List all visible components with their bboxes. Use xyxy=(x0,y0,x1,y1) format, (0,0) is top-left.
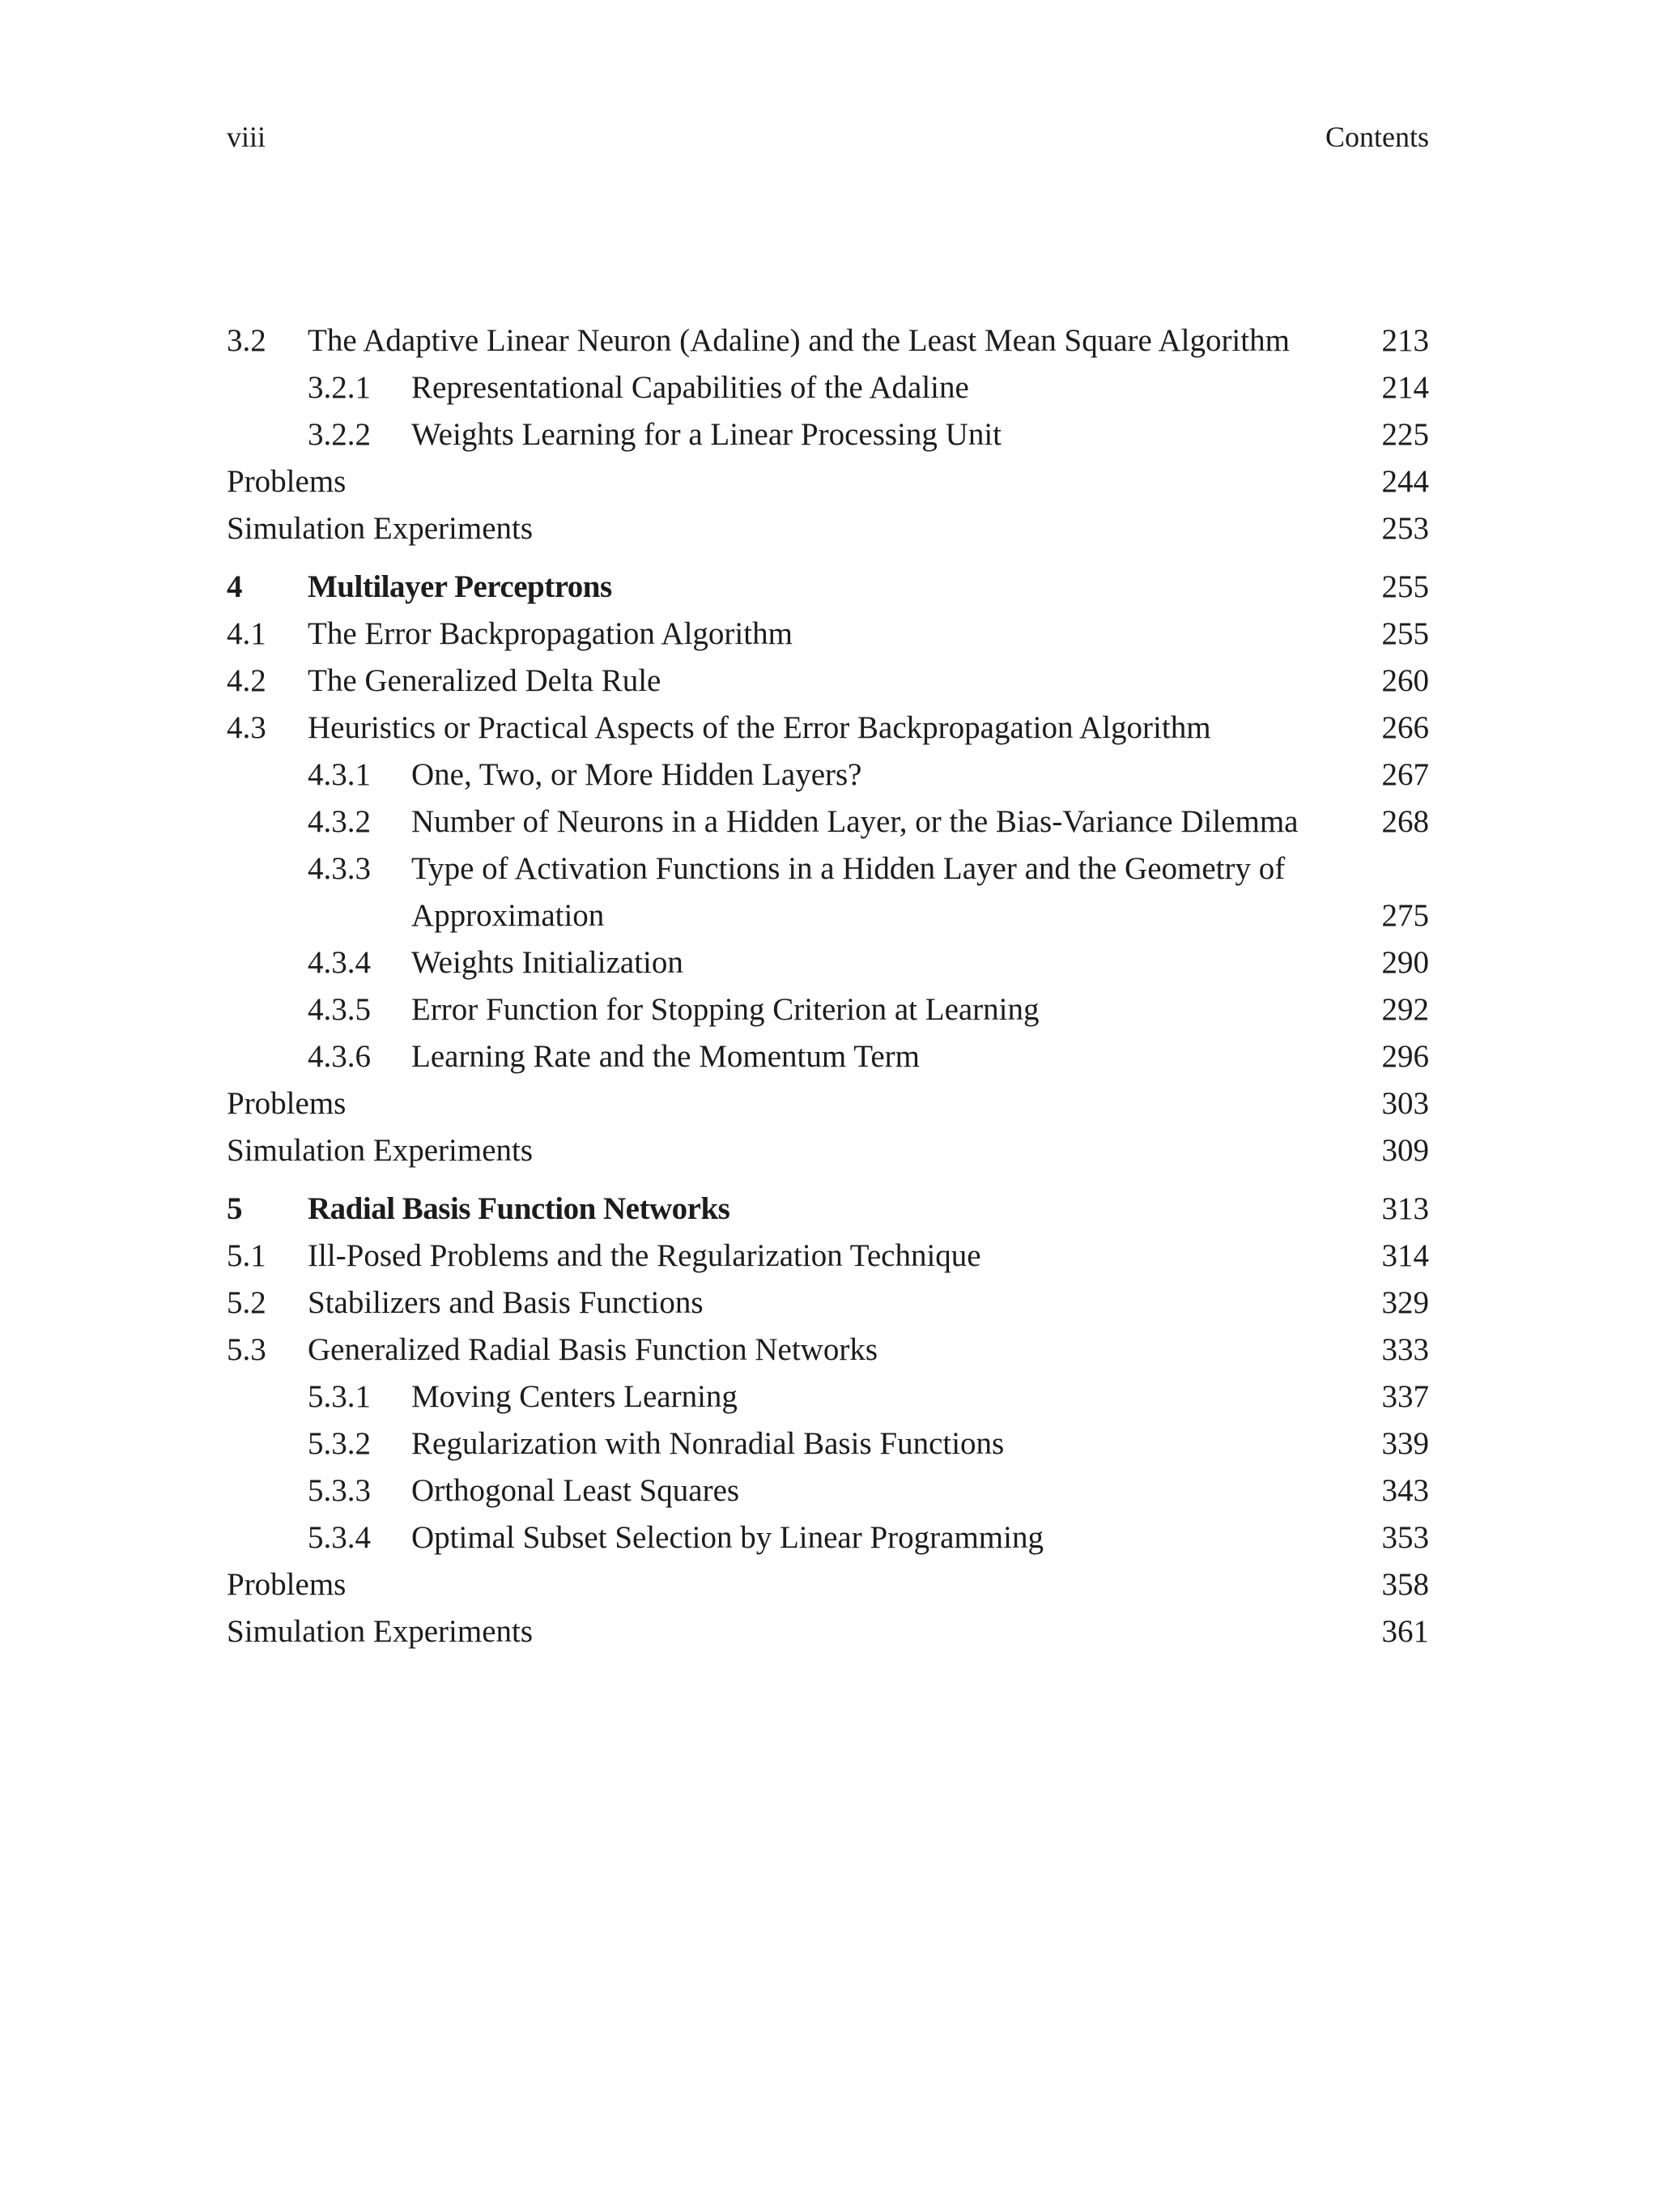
toc-entry-number: 4.3.6 xyxy=(308,1039,371,1074)
toc-entry-page: 225 xyxy=(1381,417,1429,452)
toc-backmatter-entry xyxy=(227,1127,1429,1174)
toc-entry-page: 267 xyxy=(1381,757,1429,792)
toc-entry xyxy=(227,317,1429,364)
running-head xyxy=(227,120,1429,159)
toc-entry-title: Generalized Radial Basis Function Networks xyxy=(308,1332,878,1367)
toc-chapter-entry xyxy=(227,564,1429,611)
toc-entry xyxy=(227,986,1429,1033)
toc-entry-page: 361 xyxy=(1381,1614,1429,1649)
toc-entry xyxy=(227,1467,1429,1514)
toc-entry-page: 329 xyxy=(1381,1285,1429,1320)
toc-entry xyxy=(227,364,1429,411)
toc-entry-title: The Error Backpropagation Algorithm xyxy=(308,616,793,651)
toc-entry-page: 214 xyxy=(1381,370,1429,405)
page-number: viii xyxy=(227,121,266,153)
toc-chapter-entry xyxy=(227,1186,1429,1233)
toc-entry-number: 5.1 xyxy=(227,1238,266,1273)
toc-entry-title: Stabilizers and Basis Functions xyxy=(308,1285,704,1320)
toc-entry xyxy=(227,1233,1429,1280)
toc-entry-title: Learning Rate and the Momentum Term xyxy=(411,1039,920,1074)
toc-entry-page: 244 xyxy=(1381,464,1429,499)
toc-entry xyxy=(227,1033,1429,1080)
running-title: Contents xyxy=(1325,121,1429,153)
toc-entry-title: Simulation Experiments xyxy=(227,1133,534,1168)
toc-entry-page: 255 xyxy=(1381,569,1429,604)
toc-entry-page: 314 xyxy=(1381,1238,1429,1273)
toc-entry-page: 275 xyxy=(1381,898,1429,933)
toc-entry-page: 343 xyxy=(1381,1473,1429,1508)
toc-entry-page: 353 xyxy=(1381,1520,1429,1555)
toc-entry-title: Problems xyxy=(227,1567,347,1602)
toc-backmatter-entry xyxy=(227,1561,1429,1608)
toc-entry-page: 260 xyxy=(1381,663,1429,698)
toc-entry-title: Moving Centers Learning xyxy=(411,1379,738,1414)
toc-entry-page: 292 xyxy=(1381,992,1429,1027)
toc-entry xyxy=(227,1374,1429,1420)
toc-entry-page: 333 xyxy=(1381,1332,1429,1367)
toc-entry-title: Problems xyxy=(227,464,347,499)
toc-backmatter-entry xyxy=(227,458,1429,505)
toc-entry-title: Simulation Experiments xyxy=(227,511,534,546)
toc-entry-page: 313 xyxy=(1381,1191,1429,1226)
toc-entry-number: 4.3 xyxy=(227,710,266,745)
toc-entry-number: 4.3.3 xyxy=(308,851,371,886)
toc-entry-number: 4.1 xyxy=(227,616,266,651)
toc-entry-title: Regularization with Nonradial Basis Functions xyxy=(411,1426,1005,1461)
toc-entry-number: 5 xyxy=(227,1191,242,1226)
toc-entry-title: Orthogonal Least Squares xyxy=(411,1473,740,1508)
toc-entry-number: 5.3.4 xyxy=(308,1520,371,1555)
toc-entry xyxy=(227,1514,1429,1561)
table-of-contents xyxy=(227,317,1429,1655)
toc-entry-page: 255 xyxy=(1381,616,1429,651)
toc-entry-title: Ill-Posed Problems and the Regularization Technique xyxy=(308,1238,981,1273)
toc-entry-number: 4 xyxy=(227,569,242,604)
toc-entry xyxy=(227,752,1429,799)
toc-entry-page: 303 xyxy=(1381,1086,1429,1121)
toc-entry-title: The Generalized Delta Rule xyxy=(308,663,661,698)
toc-entry-number: 4.3.2 xyxy=(308,804,371,839)
toc-entry-number: 4.2 xyxy=(227,663,266,698)
toc-entry-number: 3.2.2 xyxy=(308,417,371,452)
toc-entry xyxy=(227,611,1429,658)
toc-entry xyxy=(227,705,1429,752)
toc-entry-page: 290 xyxy=(1381,945,1429,980)
toc-entry-title: Type of Activation Functions in a Hidden Layer and the Geometry of Approximation xyxy=(411,851,1286,933)
toc-entry-number: 3.2 xyxy=(227,323,266,358)
toc-entry xyxy=(227,845,1429,939)
toc-entry-page: 266 xyxy=(1381,710,1429,745)
toc-entry-title: Radial Basis Function Networks xyxy=(308,1191,730,1226)
toc-entry-title: The Adaptive Linear Neuron (Adaline) and the Least Mean Square Algorithm xyxy=(308,323,1290,358)
toc-entry-page: 268 xyxy=(1381,804,1429,839)
toc-entry-page: 337 xyxy=(1381,1379,1429,1414)
toc-entry-number: 4.3.4 xyxy=(308,945,371,980)
toc-entry-number: 3.2.1 xyxy=(308,370,371,405)
toc-entry xyxy=(227,1420,1429,1467)
toc-entry-title: Weights Learning for a Linear Processing Unit xyxy=(411,417,1002,452)
toc-entry xyxy=(227,411,1429,458)
toc-backmatter-entry xyxy=(227,505,1429,552)
toc-entry-number: 5.3 xyxy=(227,1332,266,1367)
toc-entry-page: 358 xyxy=(1381,1567,1429,1602)
toc-entry-number: 5.3.3 xyxy=(308,1473,371,1508)
toc-entry-number: 4.3.1 xyxy=(308,757,371,792)
toc-entry-number: 5.3.1 xyxy=(308,1379,371,1414)
toc-entry-page: 309 xyxy=(1381,1133,1429,1168)
toc-entry-title: Optimal Subset Selection by Linear Programming xyxy=(411,1520,1044,1555)
toc-entry-page: 339 xyxy=(1381,1426,1429,1461)
toc-entry-title: Heuristics or Practical Aspects of the Error Backpropagation Algorithm xyxy=(308,710,1211,745)
toc-backmatter-entry xyxy=(227,1080,1429,1127)
toc-entry-page: 253 xyxy=(1381,511,1429,546)
toc-entry-page: 213 xyxy=(1381,323,1429,358)
toc-entry-title: Number of Neurons in a Hidden Layer, or the Bias-Variance Dilemma xyxy=(411,804,1299,839)
toc-entry-title: Problems xyxy=(227,1086,347,1121)
toc-entry-title: Representational Capabilities of the Adaline xyxy=(411,370,969,405)
toc-entry xyxy=(227,799,1429,845)
toc-entry xyxy=(227,1280,1429,1327)
toc-entry-number: 5.2 xyxy=(227,1285,266,1320)
toc-entry-title: Simulation Experiments xyxy=(227,1614,534,1649)
toc-entry-title: Weights Initialization xyxy=(411,945,683,980)
toc-entry-title: Multilayer Perceptrons xyxy=(308,569,612,604)
toc-entry-title: One, Two, or More Hidden Layers? xyxy=(411,757,862,792)
toc-entry-number: 4.3.5 xyxy=(308,992,371,1027)
toc-entry xyxy=(227,658,1429,705)
toc-entry xyxy=(227,939,1429,986)
toc-entry-page: 296 xyxy=(1381,1039,1429,1074)
toc-backmatter-entry xyxy=(227,1608,1429,1655)
toc-entry-number: 5.3.2 xyxy=(308,1426,371,1461)
toc-entry-title: Error Function for Stopping Criterion at Learning xyxy=(411,992,1040,1027)
toc-entry xyxy=(227,1327,1429,1374)
